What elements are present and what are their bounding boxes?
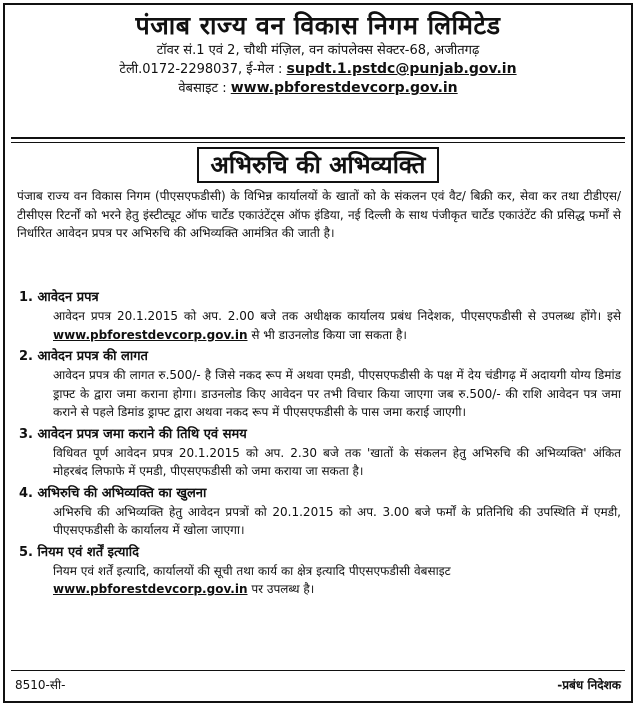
item-number: 2. [19,349,33,364]
reference-number: 8510-सी- [15,678,66,692]
item-number: 4. [19,485,33,501]
item-body [19,503,621,540]
item-heading: आवेदन प्रपत्र जमा कराने की तिथि एवं समय [37,426,247,442]
notice-items [19,288,621,602]
item-number: 1. [19,290,33,305]
item-text: पर उपलब्ध है। [251,582,315,596]
website-label: वेबसाइट : [178,81,227,96]
item-body [19,307,621,344]
item-body [19,444,621,481]
website-line [5,79,631,98]
website-link[interactable]: www.pbforestdevcorp.gov.in [230,80,458,96]
intro-paragraph: पंजाब राज्य वन विकास निगम (पीएसएफडीसी) के विभिन्न कार्यालयों के खातों को के संकलन एवं वैट/ बिक्री कर, सेवा कर तथा टीडीएस/ टीसीएस रिटर्नों को भरने हेतु इंस्टीट्यूट ऑफ चार्टेड एकाउंटेंट्स ऑफ इंडिया, नई दिल्ली के साथ पंजीकृत चार्टेड एकाउंटेंट की प्रसिद्ध फर्मों से निर्धारित आवेदन प्रपत्र पर अभिरुचि की अभिव्यक्ति आमंत्रित की जाती है। [17,189,621,240]
list-item [19,425,621,481]
phone-label: टेली.0172-2298037, ई-मेल : [119,62,283,77]
notice-title: अभिरुचि की अभिव्यक्ति [197,147,440,183]
org-address: टॉवर सं.1 एवं 2, चौथी मंज़िल, वन कांपलेक्स सेक्टर-68, अजीतगढ़ [156,43,480,58]
item-body [19,562,621,599]
item-heading: अभिरुचि की अभिव्यक्ति का खुलना [37,485,207,501]
notice-header [5,5,631,98]
item-number: 3. [19,426,33,442]
item-heading: आवेदन प्रपत्र की लागत [37,349,148,364]
title-wrap [5,147,631,183]
website-link[interactable]: www.pbforestdevcorp.gov.in [53,327,248,342]
item-text: से भी डाउनलोड किया जा सकता है। [251,327,407,342]
item-text: अभिरुचि की अभिव्यक्ति हेतु आवेदन प्रपत्रों को 20.1.2015 को अप. 3.00 बजे फर्मों के प्रतिनिधि की उपस्थिति में एमडी, पीएसएफडीसी के कार्यालय में खोला जाएगा। [53,504,621,537]
divider [11,137,625,139]
item-text: विधिवत पूर्ण आवेदन प्रपत्र 20.1.2015 को अप. 2.30 बजे तक 'खातों के संकलन हेतु अभिरुचि की अभिव्यक्ति' अंकित मोहरबंद लिफाफे में एमडी, पीएसएफडीसी को जमा कराया जा सकता है। [53,445,622,478]
item-heading: नियम एवं शर्तें इत्यादि [37,544,140,560]
divider [11,142,625,143]
list-item [19,347,621,422]
notice-footer [15,676,621,693]
list-item [19,484,621,540]
list-item [19,543,621,599]
item-text: आवेदन प्रपत्र की लागत रु.500/- है जिसे नकद रूप में अथवा एमडी, पीएसएफडीसी के पक्ष में देय चंडीगढ़ में अदायगी योग्य डिमांड ड्राफ्ट के द्वारा जमा कराना होगा। डाउनलोड किए आवेदन पर तभी विचार किया जाएगा जब रु.500/- की राशि आवेदन पत्र जमा कराने से पहले डिमांड ड्राफ्ट द्वारा अथवा नकद रूप में पीएसएफडीसी के पास जमा कराई जाएगी। [53,368,621,419]
list-item [19,288,621,344]
signature: -प्रबंध निदेशक [557,678,621,692]
divider [11,670,625,671]
item-text: नियम एवं शर्तें इत्यादि, कार्यालयों की सूची तथा कार्य का क्षेत्र इत्यादि पीएसएफडीसी वेबसाइट [53,563,451,578]
website-link[interactable]: www.pbforestdevcorp.gov.in [53,582,248,596]
item-heading: आवेदन प्रपत्र [37,290,99,305]
contact-line [5,60,631,79]
org-name: पंजाब राज्य वन विकास निगम लिमिटेड [135,11,501,40]
item-number: 5. [19,544,33,560]
item-body [19,366,621,422]
item-text: आवेदन प्रपत्र 20.1.2015 को अप. 2.00 बजे तक अधीक्षक कार्यालय प्रबंध निदेशक, पीएसएफडीसी से उपलब्ध होंगे। इसे [53,309,621,323]
notice-frame [3,3,633,703]
email-link[interactable]: supdt.1.pstdc@punjab.gov.in [286,61,517,77]
